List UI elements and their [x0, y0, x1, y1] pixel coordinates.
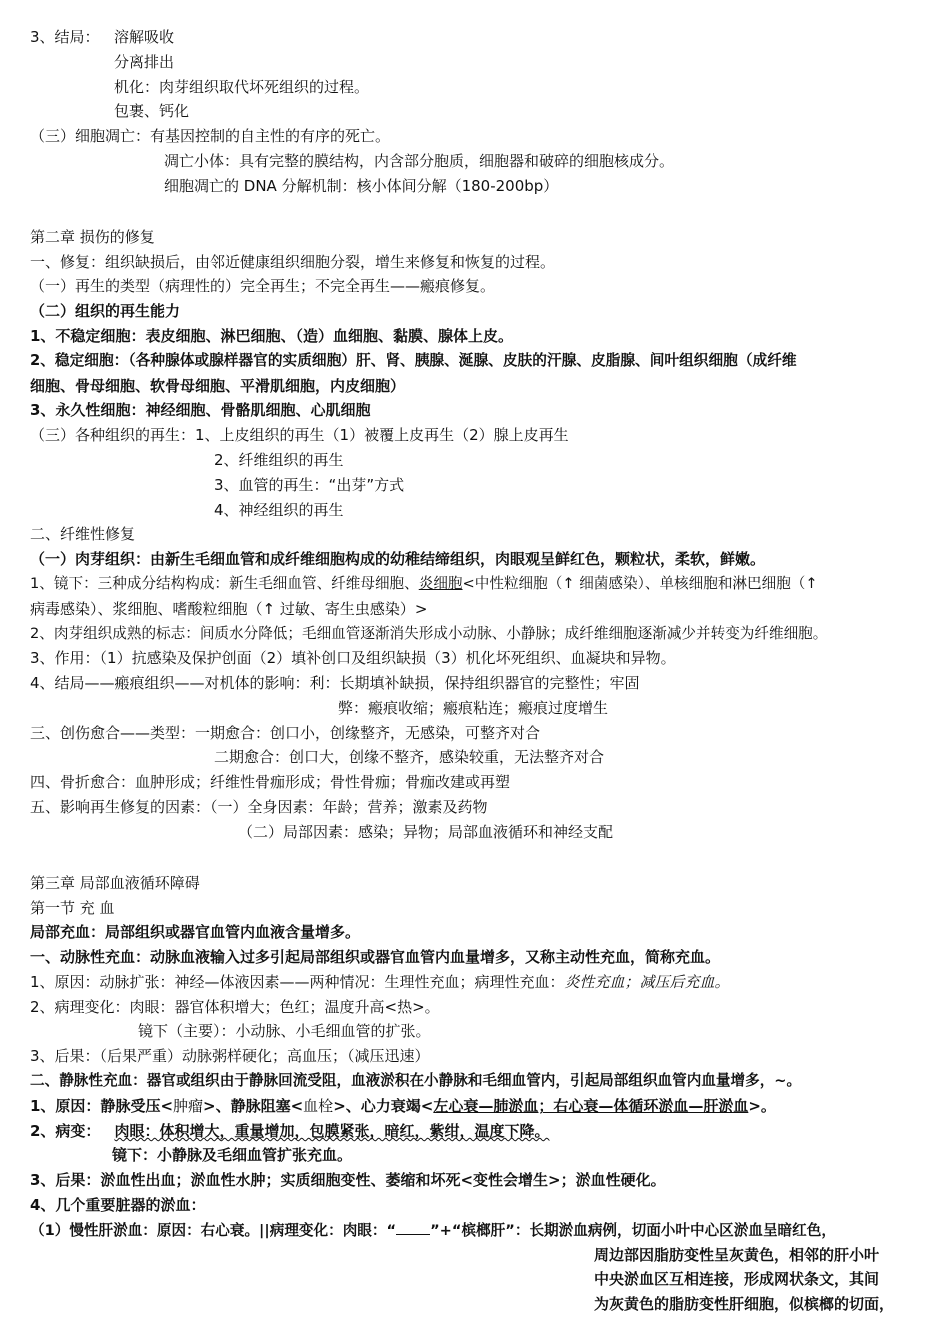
- tissue-regen-item: 3、血管的再生：“出芽”方式: [214, 476, 405, 494]
- liver-description: 周边部因脂肪变性呈灰黄色，相邻的肝小叶: [594, 1246, 880, 1264]
- microscopy-text: 1、镜下：三种成分结构构成：新生毛细血管、纤维母细胞、: [30, 575, 419, 592]
- arterial-pathology: 2、病理变化：肉眼：器官体积增大；色红；温度升高<热>。: [30, 998, 440, 1016]
- venous-sequel: 3、后果：淤血性出血；淤血性水肿；实质细胞变性、萎缩和坏死<变性会增生>；淤血性硬化。: [30, 1171, 666, 1189]
- organ-congestion: 4、几个重要脏器的淤血：: [30, 1196, 206, 1214]
- venous-cause-text: >。: [748, 1097, 776, 1115]
- venous-pathology: [30, 1121, 549, 1141]
- chapter-title: 第三章 局部血液循环障碍: [30, 874, 200, 892]
- fracture-healing: 四、骨折愈合：血肿形成；纤维性骨痂形成；骨性骨痂；骨痂改建或再塑: [30, 773, 511, 791]
- venous-cause-text: >、心力衰竭<: [333, 1097, 434, 1115]
- outcome-item: 溶解吸收: [114, 28, 175, 46]
- tissue-regen-heading: [30, 425, 569, 445]
- thrombus-term: 血栓: [303, 1097, 334, 1115]
- chapter-title: 第二章 损伤的修复: [30, 228, 155, 246]
- outcome-label: 3、结局：: [30, 28, 100, 46]
- wound-healing: 三、创伤愈合——类型：一期愈合：创口小，创缘整齐，无感染，可整齐对合: [30, 724, 541, 742]
- stable-cells-cont: 细胞、骨母细胞、软骨母细胞、平滑肌细胞，内皮细胞）: [30, 377, 406, 395]
- tissue-regen-item: 4、神经组织的再生: [214, 501, 344, 519]
- heart-failure-congestion: 左心衰—肺淤血；右心衰—体循环淤血—肝淤血: [433, 1097, 749, 1115]
- repair-definition: 一、修复：组织缺损后，由邻近健康组织细胞分裂，增生来修复和恢复的过程。: [30, 253, 556, 271]
- labile-cells: 1、不稳定细胞：表皮细胞、淋巴细胞、（造）血细胞、黏膜、腺体上皮。: [30, 327, 513, 345]
- venous-cause-text: 1、原因：静脉受压<: [30, 1097, 174, 1115]
- arterial-sequel: 3、后果：（后果严重）动脉粥样硬化；高血压；（减压迅速）: [30, 1047, 430, 1065]
- venous-gross: 肉眼：体积增大，重量增加，包膜紧张，暗红，紫绀，温度下降。: [114, 1122, 550, 1140]
- hyperemia-definition: 局部充血：局部组织或器官血管内血液含量增多。: [30, 923, 361, 941]
- scar-outcome: 4、结局——瘢痕组织——对机体的影响：利：长期填补缺损，保持组织器官的完整性；牢固: [30, 674, 640, 692]
- outcome-item: 包裹、钙化: [114, 102, 190, 120]
- repair-factors: 五、影响再生修复的因素：（一）全身因素：年龄；营养；激素及药物: [30, 798, 488, 816]
- arterial-cause-text: 1、原因：动脉扩张：神经—体液因素——两种情况：生理性充血；病理性充血：: [30, 973, 565, 991]
- microscopy-text-cont: <中性粒细胞（↑ 细菌感染）、单核细胞和淋巴细胞（↑: [462, 575, 818, 592]
- outcome-item: 机化：肉芽组织取代坏死组织的过程。: [114, 78, 370, 96]
- regeneration-types: （一）再生的类型（病理性的）完全再生；不完全再生——瘢痕修复。: [30, 277, 496, 295]
- granulation-tissue: （一）肉芽组织：由新生毛细血管和成纤维细胞构成的幼稚结缔组织，肉眼观呈鲜红色，颗粒状，柔软，鲜嫩。: [30, 550, 766, 568]
- apoptosis-definition: 有基因控制的自主性的有序的死亡。: [150, 127, 391, 145]
- arterial-pathology-cont: 镜下（主要）：小动脉、小毛细血管的扩张。: [138, 1022, 431, 1040]
- tissue-regen-item: 1、上皮组织的再生（1）被覆上皮再生（2）腺上皮再生: [195, 426, 569, 444]
- apoptosis-dna: 细胞凋亡的 DNA 分解机制：核小体间分解（180-200bp）: [164, 177, 559, 195]
- scar-outcome-cont: 弊：瘢痕收缩；瘢痕粘连；瘢痕过度增生: [338, 699, 609, 717]
- arterial-hyperemia: 一、动脉性充血：动脉血液输入过多引起局部组织或器官血管内血量增多，又称主动性充血，简称充血。: [30, 948, 721, 966]
- liver-text-cont: ”+“槟榔肝”：长期淤血病例，切面小叶中心区淤血呈暗红色，: [430, 1222, 836, 1239]
- outcome-item: 分离排出: [114, 53, 175, 71]
- venous-cause-text: >、静脉阻塞<: [203, 1097, 304, 1115]
- apoptosis-heading: [30, 126, 390, 146]
- apoptosis-label: （三）细胞凋亡：: [30, 127, 151, 145]
- chronic-liver-congestion: [30, 1220, 836, 1240]
- arterial-cause-types: 炎性充血；减压后充血。: [564, 973, 730, 991]
- microscopy-line-cont: 病毒感染）、浆细胞、嗜酸粒细胞（↑ 过敏、寄生虫感染）>: [30, 600, 428, 618]
- venous-microscopy: 镜下：小静脉及毛细血管扩张充血。: [112, 1146, 353, 1164]
- venous-pathology-label: 2、病变：: [30, 1122, 101, 1140]
- permanent-cells: 3、永久性细胞：神经细胞、骨骼肌细胞、心肌细胞: [30, 401, 371, 419]
- microscopy-line: [30, 574, 818, 594]
- tissue-regen-label: （三）各种组织的再生：: [30, 426, 196, 444]
- liver-text: （1）慢性肝淤血：原因：右心衰。||病理变化：肉眼：“: [30, 1222, 397, 1239]
- blank-field: [396, 1220, 430, 1235]
- apoptotic-body: 凋亡小体：具有完整的膜结构，内含部分胞质，细胞器和破碎的细胞核成分。: [164, 152, 675, 170]
- regeneration-ability: （二）组织的再生能力: [30, 302, 181, 320]
- venous-cause: [30, 1096, 776, 1116]
- wound-healing-cont: 二期愈合：创口大，创缘不整齐，感染较重，无法整齐对合: [214, 748, 605, 766]
- liver-description: 为灰黄色的脂肪变性肝细胞，似槟榔的切面，: [594, 1295, 895, 1313]
- fibrous-repair-heading: 二、纤维性修复: [30, 525, 136, 543]
- arterial-cause: [30, 972, 730, 992]
- granulation-function: 3、作用：（1）抗感染及保护创面（2）填补创口及组织缺损（3）机化坏死组织、血凝块和异物。: [30, 649, 676, 667]
- repair-factors-cont: （二）局部因素：感染；异物；局部血液循环和神经支配: [238, 823, 614, 841]
- stable-cells: 2、稳定细胞：（各种腺体或腺样器官的实质细胞）肝、肾、胰腺、涎腺、皮肤的汗腺、皮脂腺、间叶组织细胞（成纤维: [30, 352, 797, 369]
- tissue-regen-item: 2、纤维组织的再生: [214, 451, 344, 469]
- venous-hyperemia: 二、静脉性充血：器官或组织由于静脉回流受阻，血液淤积在小静脉和毛细血管内，引起局部组织血管内血量增多，~。: [30, 1072, 802, 1089]
- maturation-signs: 2、肉芽组织成熟的标志：间质水分降低；毛细血管逐渐消失形成小动脉、小静脉；成纤维细胞逐渐减少并转变为纤维细胞。: [30, 625, 828, 642]
- tumor-term: 肿瘤: [173, 1097, 204, 1115]
- section-title: 第一节 充 血: [30, 899, 115, 917]
- liver-description: 中央淤血区互相连接，形成网状条文，其间: [594, 1270, 880, 1288]
- inflammatory-cells: 炎细胞: [418, 575, 463, 592]
